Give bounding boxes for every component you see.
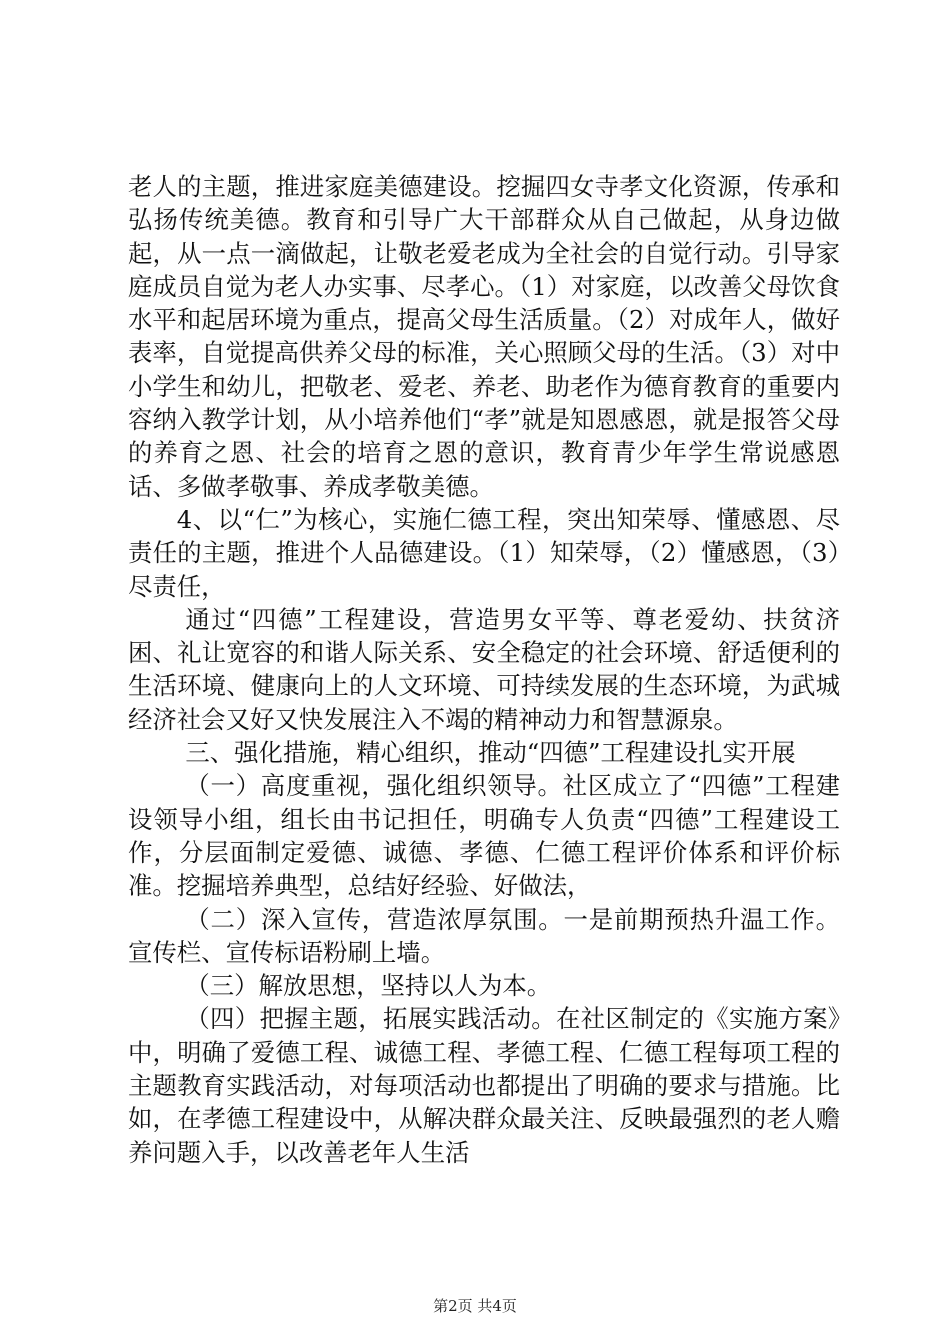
paragraph-ren-de: 4、以“仁”为核心，实施仁德工程，突出知荣辱、懂感恩、尽责任的主题，推进个人品德建设。（1）知荣辱，（2）懂感恩，（3）尽责任， — [128, 504, 840, 601]
document-body — [128, 170, 840, 1169]
paragraph-item-4: （四）把握主题，拓展实践活动。在社区制定的《实施方案》中，明确了爱德工程、诚德工程、孝德工程、仁德工程每项工程的主题教育实践活动，对每项活动也都提出了明确的要求与措施。比如，在孝德工程建设中，从解决群众最关注、反映最强烈的老人赡养问题入手，以改善老年人生活 — [128, 1004, 840, 1167]
paragraph-summary: 通过“四德”工程建设，营造男女平等、尊老爱幼、扶贫济困、礼让宽容的和谐人际关系、安全稳定的社会环境、舒适便利的生活环境、健康向上的人文环境、可持续发展的生态环境，为武城经济社会又好又快发展注入不竭的精神动力和智慧源泉。 — [128, 604, 840, 734]
section-heading-3: 三、强化措施，精心组织，推动“四德”工程建设扎实开展 — [185, 738, 796, 768]
paragraph-item-2: （二）深入宣传，营造浓厚氛围。一是前期预热升温工作。宣传栏、宣传标语粉刷上墙。 — [128, 904, 840, 967]
paragraph-item-1: （一）高度重视，强化组织领导。社区成立了“四德”工程建设领导小组，组长由书记担任，明确专人负责“四德”工程建设工作，分层面制定爱德、诚德、孝德、仁德工程评价体系和评价标准。挖掘培养典型，总结好经验、好做法， — [128, 771, 840, 901]
paragraph-continued: 老人的主题，推进家庭美德建设。挖掘四女寺孝文化资源，传承和弘扬传统美德。教育和引导广大干部群众从自己做起，从身边做起，从一点一滴做起，让敬老爱老成为全社会的自觉行动。引导家庭成员自觉为老人办实事、尽孝心。（1）对家庭，以改善父母饮食水平和起居环境为重点，提高父母生活质量。（2）对成年人，做好表率，自觉提高供养父母的标准，关心照顾父母的生活。（3）对中小学生和幼儿，把敬老、爱老、养老、助老作为德育教育的重要内容纳入教学计划，从小培养他们“孝”就是知恩感恩，就是报答父母的养育之恩、社会的培育之恩的意识，教育青少年学生常说感恩话、多做孝敬事、养成孝敬美德。 — [128, 172, 840, 501]
paragraph-item-3: （三）解放思想，坚持以人为本。 — [185, 971, 552, 1001]
page-number-footer: 第2页 共4页 — [433, 1297, 517, 1315]
